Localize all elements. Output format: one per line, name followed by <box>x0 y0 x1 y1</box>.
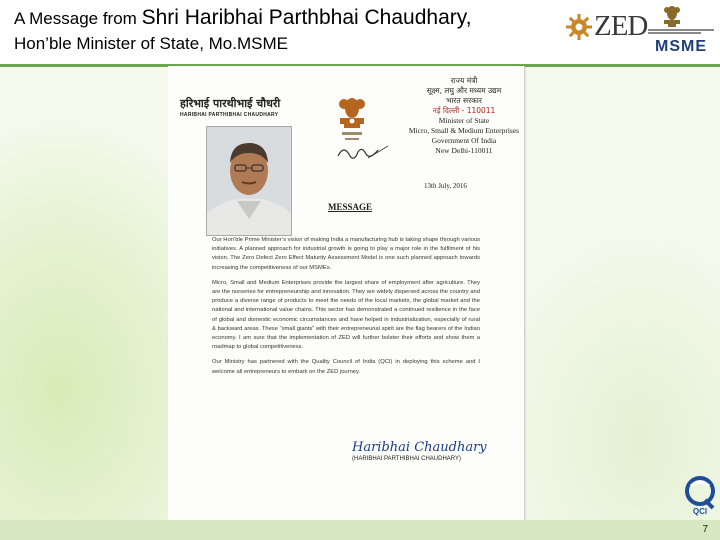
slide-title <box>14 6 472 30</box>
letterhead-hindi-name: हरिभाई पारथीभाई चौधरी <box>180 97 281 110</box>
zed-logo <box>566 6 650 46</box>
gear-icon <box>566 14 592 40</box>
title-minister-name: Shri Haribhai Parthbhai Chaudhary, <box>141 6 472 29</box>
letter-paragraph: Our Hon’ble Prime Minister’s vision of making India a manufacturing hub is taking shape through various initiatives. A planned approach for industrial growth is going to play a major role in the fulfilment of his vision. The Zero Defect Zero Effect Maturity Assessment Model is one such planned approach towards increasing the competitiveness of our MSMEs. <box>212 237 480 271</box>
address-hindi-line3: भारत सरकार <box>446 96 482 105</box>
address-line3: Government Of India <box>431 136 497 145</box>
national-emblem-icon <box>660 2 684 28</box>
page-number: 7 <box>702 524 708 535</box>
address-hindi-line4: नई दिल्ली - 110011 <box>432 106 496 115</box>
letterhead-english-name: HARIBHAI PARTHIBHAI CHAUDHARY <box>180 112 279 118</box>
qci-logo <box>683 476 717 516</box>
portrait-image <box>207 127 291 235</box>
handwritten-signature: Haribhai Chaudhary <box>352 440 487 455</box>
minister-photo <box>206 126 292 236</box>
letter-paragraph: Micro, Small and Medium Enterprises provide the largest share of employment after agriculture. They are the nurseries for entrepreneurship and innovation. They are widely dispersed across the country and produce a diverse range of products to meet the needs of the local markets, the global market and the national and international value chains. This sector has demonstrated a continued resilience in the face of global and domestic economic circumstances and have helped in industrialization, especially of rural & backward areas. These “small giants” with their entrepreneurial spirit are the flag bearers of the Indian economy. I am sure that the implementation of ZED will further bolster their efforts and show them a roadmap to global competitiveness. <box>212 279 480 351</box>
zed-wordmark: ZED <box>594 10 648 42</box>
header-fineprint <box>648 29 714 35</box>
address-hindi-line2: सूक्ष्म, लघु और मध्यम उद्यम <box>426 86 502 95</box>
lion-capital-emblem-icon <box>336 94 368 146</box>
address-line1: Minister of State <box>438 116 490 125</box>
letterhead-address <box>408 76 520 156</box>
letter-heading: MESSAGE <box>328 202 373 212</box>
footer-bar <box>0 520 720 540</box>
letter-paragraph: Our Ministry has partnered with the Quality Council of India (QCI) in deploying this scheme and I welcome all entrepreneurs to embark on the ZED journey. <box>212 359 480 375</box>
address-hindi-line1: राज्य मंत्री <box>450 76 478 85</box>
address-line2: Micro, Small & Medium Enterprises <box>408 126 520 135</box>
letter-body <box>212 236 480 383</box>
msme-wordmark: MSME <box>655 38 707 55</box>
minister-letter <box>168 66 525 538</box>
qci-wordmark: QCI <box>692 507 708 516</box>
slide-header <box>0 0 720 67</box>
msme-logo <box>655 38 707 60</box>
initials-scribble-icon <box>334 142 390 164</box>
slide-subtitle: Hon’ble Minister of State, Mo.MSME <box>14 34 288 53</box>
title-prefix: A Message from <box>14 9 142 28</box>
letter-date: 13th July, 2016 <box>424 182 467 190</box>
address-line4: New Delhi-110011 <box>435 146 493 155</box>
signatory-name: (HARIBHAI PARTHIBHAI CHAUDHARY) <box>352 456 462 462</box>
